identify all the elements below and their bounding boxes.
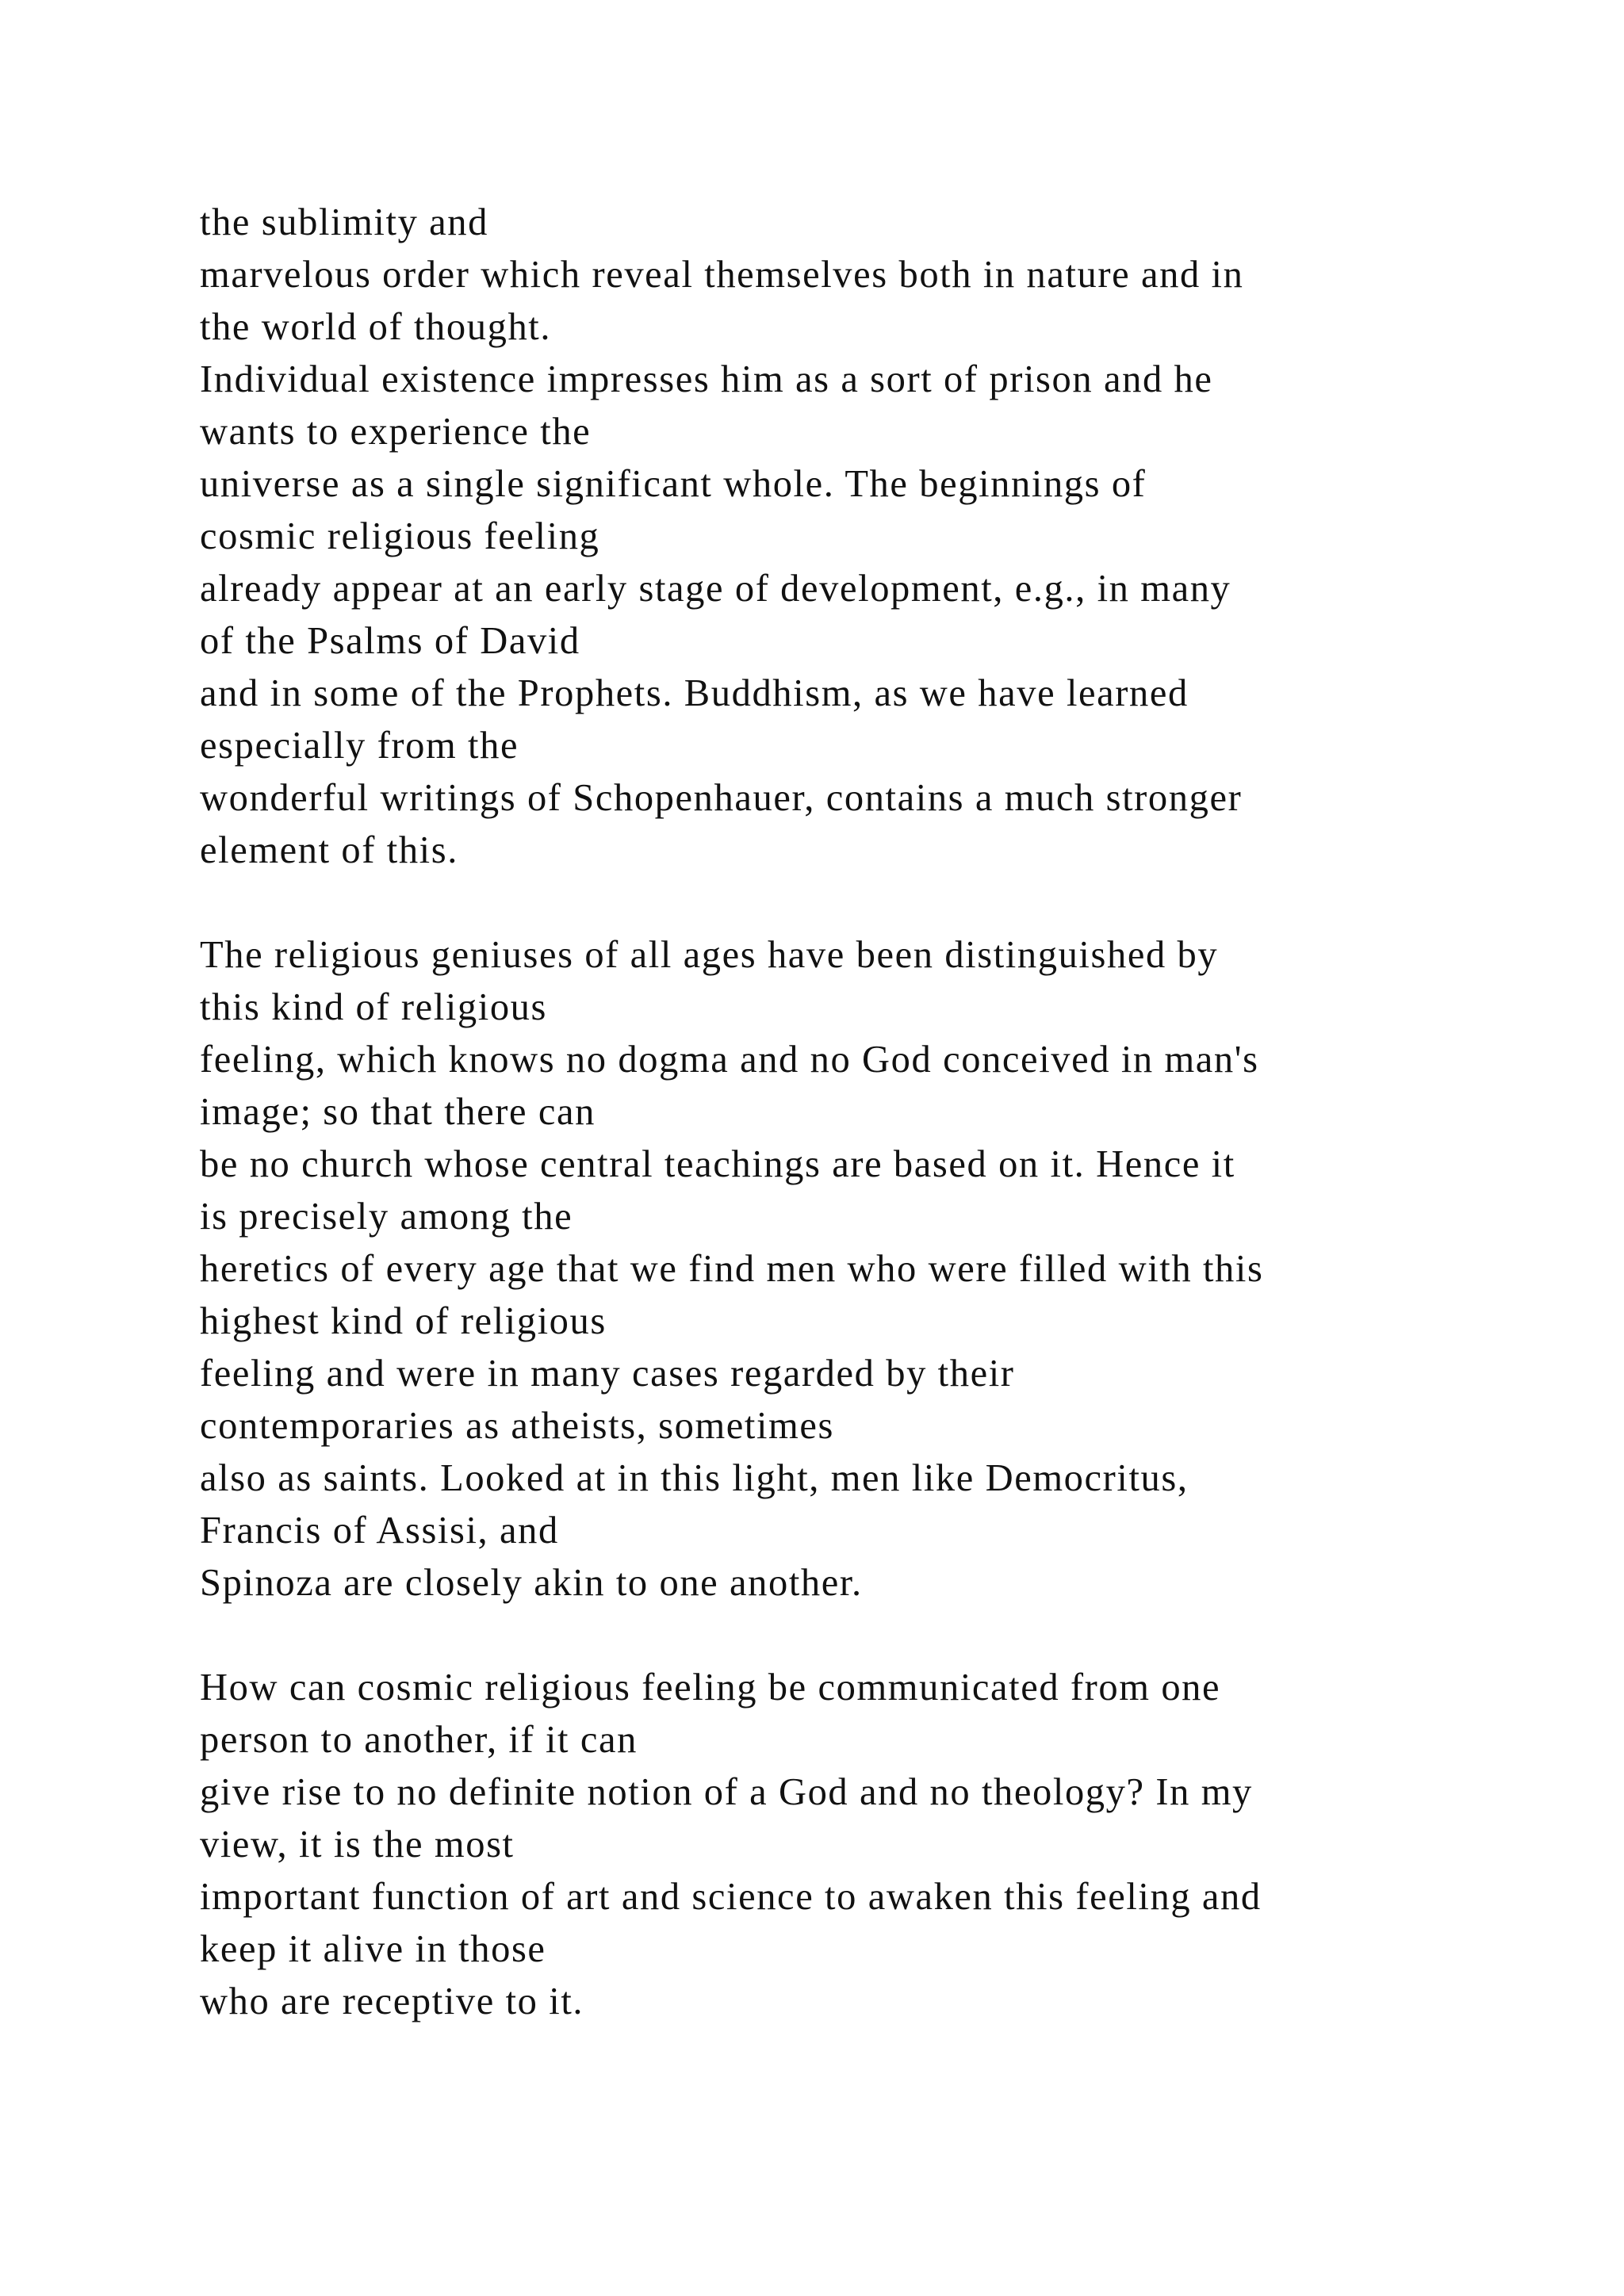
text-line: element of this. <box>200 829 458 871</box>
text-line: and in some of the Prophets. Buddhism, as we have learned <box>200 672 1189 714</box>
text-line: of the Psalms of David <box>200 620 580 662</box>
paragraph-2 <box>200 929 1548 1609</box>
text-line: feeling, which knows no dogma and no God conceived in man's <box>200 1039 1259 1081</box>
text-line: How can cosmic religious feeling be communicated from one <box>200 1667 1221 1709</box>
text-line: the sublimity and <box>200 201 488 243</box>
text-line: especially from the <box>200 725 519 767</box>
text-line: be no church whose central teachings are based on it. Hence it <box>200 1143 1235 1185</box>
text-line: cosmic religious feeling <box>200 515 600 557</box>
text-line: heretics of every age that we find men who were filled with this <box>200 1248 1264 1290</box>
text-line: who are receptive to it. <box>200 1980 584 2022</box>
text-line: keep it alive in those <box>200 1928 546 1970</box>
paragraph-3 <box>200 1662 1548 2028</box>
text-line: wants to experience the <box>200 411 592 453</box>
text-line: also as saints. Looked at in this light, men like Democritus, <box>200 1457 1189 1499</box>
text-line: Spinoza are closely akin to one another. <box>200 1562 863 1604</box>
text-line: important function of art and science to awaken this feeling and <box>200 1876 1262 1918</box>
text-line: wonderful writings of Schopenhauer, contains a much stronger <box>200 777 1243 819</box>
text-line: the world of thought. <box>200 306 552 348</box>
text-line: highest kind of religious <box>200 1300 607 1342</box>
paragraph-1 <box>200 197 1548 877</box>
text-line: universe as a single significant whole. The beginnings of <box>200 463 1147 505</box>
text-line: view, it is the most <box>200 1823 515 1866</box>
text-line: feeling and were in many cases regarded by their <box>200 1353 1015 1395</box>
text-line: The religious geniuses of all ages have been distinguished by <box>200 934 1219 976</box>
text-line: this kind of religious <box>200 986 548 1028</box>
document-body <box>200 197 1548 2028</box>
text-line: Francis of Assisi, and <box>200 1510 559 1552</box>
text-line: contemporaries as atheists, sometimes <box>200 1405 834 1447</box>
text-line: image; so that there can <box>200 1091 596 1133</box>
paragraph-spacer <box>200 877 1548 929</box>
paragraph-spacer <box>200 1609 1548 1662</box>
text-line: person to another, if it can <box>200 1719 638 1761</box>
text-line: is precisely among the <box>200 1196 573 1238</box>
text-line: Individual existence impresses him as a sort of prison and he <box>200 358 1213 400</box>
text-line: give rise to no definite notion of a God and no theology? In my <box>200 1771 1253 1813</box>
text-line: already appear at an early stage of development, e.g., in many <box>200 568 1231 610</box>
text-line: marvelous order which reveal themselves both in nature and in <box>200 254 1244 296</box>
